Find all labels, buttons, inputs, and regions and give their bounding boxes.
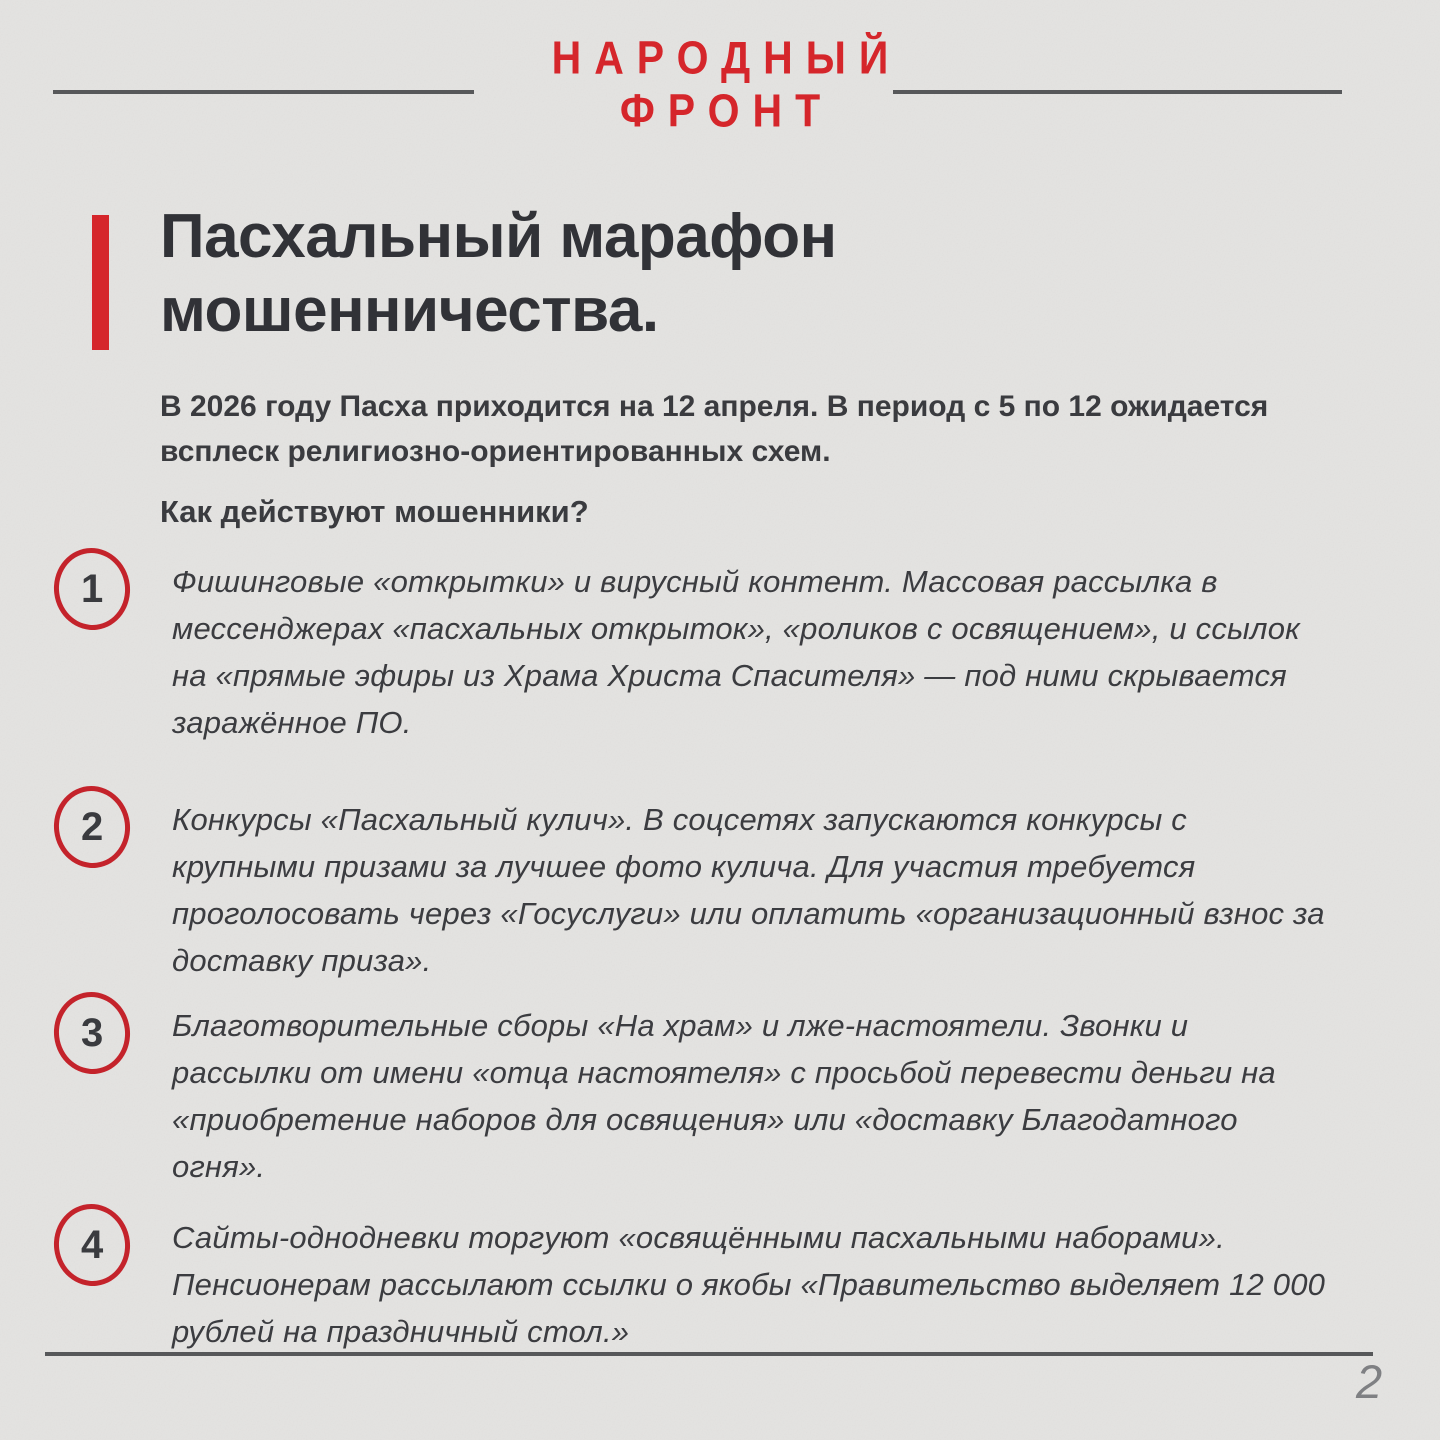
item-2-number: 2 bbox=[80, 804, 104, 849]
item-2-text: Конкурсы «Пасхальный кулич». В соцсетях запускаются конкурсы с крупными призами за лучшее фото кулича. Для участия требуется проголосовать через «Госуслуги» или оплатить «организационный взнос за доставку приза». bbox=[172, 802, 1325, 978]
logo-line-2: ФРОНТ bbox=[619, 85, 834, 137]
fraud-scheme-item-4 bbox=[52, 1204, 1352, 1355]
item-1-number: 1 bbox=[80, 566, 104, 611]
narodny-front-logo bbox=[0, 32, 1440, 138]
item-3-number: 3 bbox=[80, 1010, 104, 1055]
intro-paragraph: В 2026 году Пасха приходится на 12 апреля. В период с 5 по 12 ожидается всплеск религиозно-ориентированных схем. bbox=[160, 390, 1269, 468]
fraud-scheme-item-2 bbox=[52, 786, 1352, 984]
page-number: 2 bbox=[1356, 1355, 1383, 1408]
item-1-text: Фишинговые «открытки» и вирусный контент. Массовая рассылка в мессенджерах «пасхальных открыток», «роликов с освящением», и ссылок на «прямые эфиры из Храма Христа Спасителя» — под ними скрывается заражённое ПО. bbox=[172, 564, 1300, 740]
item-3-text: Благотворительные сборы «На храм» и лже-настоятели. Звонки и рассылки от имени «отца настоятеля» с просьбой перевести деньги на «приобретение наборов для освящения» или «доставку Благодатного огня». bbox=[172, 1008, 1276, 1184]
page-title: Пасхальный марафон мошенничества. bbox=[160, 202, 837, 345]
title-accent-bar bbox=[92, 215, 109, 350]
item-3-number-badge bbox=[49, 988, 134, 1079]
item-4-text: Сайты-однодневки торгуют «освящёнными пасхальными наборами». Пенсионерам рассылают ссылки о якобы «Правительство выделяет 12 000 рублей на праздничный стол.» bbox=[172, 1220, 1326, 1349]
item-2-number-badge bbox=[49, 782, 134, 873]
fraud-scheme-item-3 bbox=[52, 992, 1352, 1190]
item-1-number-badge bbox=[49, 544, 134, 635]
footer-rule bbox=[45, 1352, 1373, 1356]
logo-line-1: НАРОДНЫЙ bbox=[551, 32, 902, 84]
fraud-scheme-item-1 bbox=[52, 548, 1352, 746]
subheading: Как действуют мошенники? bbox=[160, 494, 589, 529]
item-4-number: 4 bbox=[80, 1222, 104, 1267]
item-4-number-badge bbox=[49, 1200, 134, 1291]
